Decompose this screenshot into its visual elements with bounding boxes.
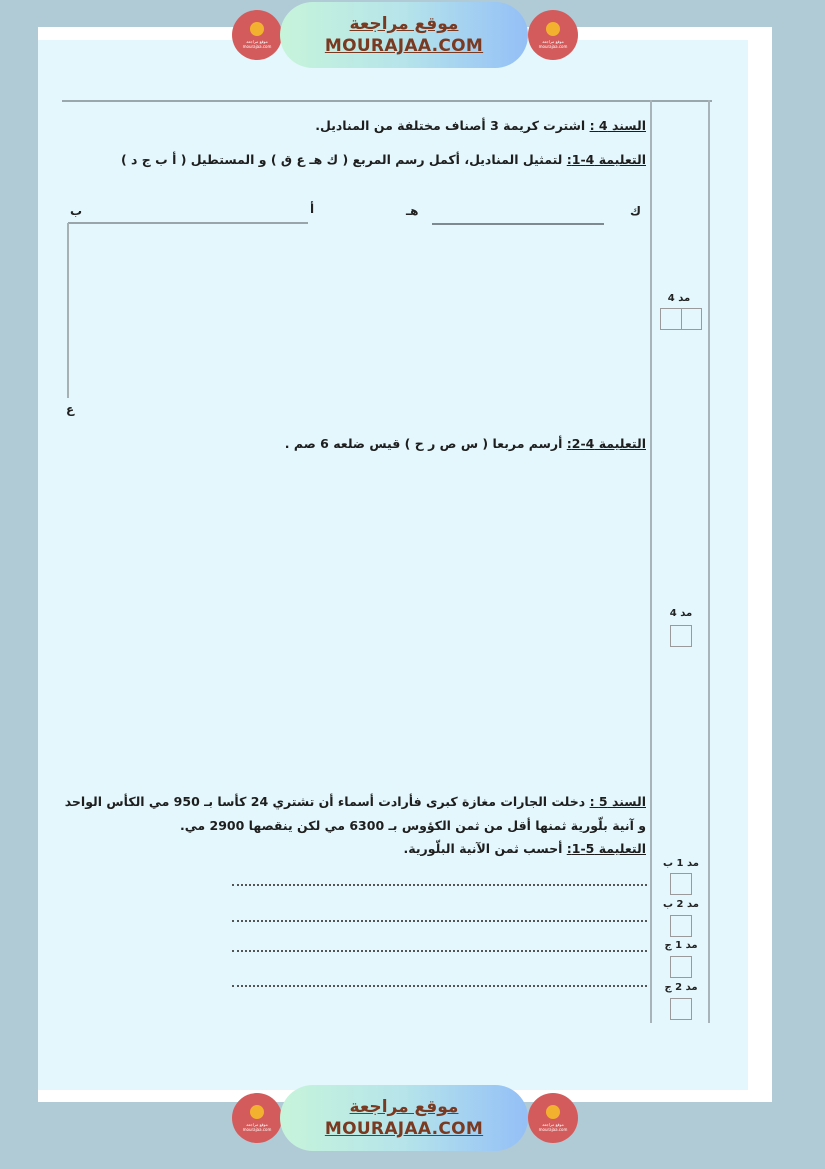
- answer-line-1[interactable]: [232, 884, 647, 886]
- logo-badge-icon: [546, 1105, 560, 1119]
- site-name[interactable]: MOURAJAA.COM: [324, 1119, 484, 1139]
- logo-caption: موقع مراجعة mourajaa.com: [538, 1121, 568, 1132]
- exercise5-label: السند 5 :: [589, 794, 646, 809]
- site-arabic-title[interactable]: موقع مراجعة: [349, 1097, 459, 1117]
- site-logo-right[interactable]: [528, 10, 578, 60]
- site-banner-top: [0, 0, 825, 70]
- score-box-4-1[interactable]: [660, 308, 702, 330]
- answer-line-3[interactable]: [232, 950, 647, 952]
- points-label-5-d: مد 2 ج: [664, 982, 698, 993]
- top-rule: [62, 100, 712, 102]
- site-logo-left[interactable]: [232, 10, 282, 60]
- exercise4-task2: [285, 436, 646, 451]
- exercise4-prompt: [315, 118, 646, 133]
- exercise5-prompt-line1: [65, 794, 646, 809]
- exercise5-text-line2: و آنية بلّورية ثمنها أقل من ثمن الكؤوس بـ 6300 مي لكن ينقصها 2900 مي.: [180, 818, 646, 833]
- site-logo-left[interactable]: [232, 1093, 282, 1143]
- exercise5-task1: [404, 841, 646, 856]
- exam-sheet: [62, 98, 712, 1023]
- site-logo-right[interactable]: [528, 1093, 578, 1143]
- rectangle-top-side: [68, 222, 308, 224]
- grading-column-edge: [708, 100, 710, 1023]
- points-label-5-b: مد 2 ب: [663, 899, 699, 910]
- score-box-5-a[interactable]: [670, 873, 692, 895]
- score-box-5-d[interactable]: [670, 998, 692, 1020]
- score-box-5-b[interactable]: [670, 915, 692, 937]
- vertex-b: ب: [70, 204, 83, 218]
- site-banner-bottom: [0, 1083, 825, 1153]
- exercise4-label: السند 4 :: [589, 118, 646, 133]
- vertex-h: هـ: [406, 204, 419, 218]
- task1-text: لتمثيل المناديل، أكمل رسم المربع ( ك هـ ع ق ) و المستطيل ( أ ب ج د ): [120, 152, 563, 167]
- site-link-pill[interactable]: [280, 2, 528, 68]
- exercise4-text: اشترت كريمة 3 أصناف مختلفة من المناديل.: [315, 118, 586, 133]
- score-box-5-c[interactable]: [670, 956, 692, 978]
- logo-badge-icon: [250, 1105, 264, 1119]
- logo-badge-icon: [250, 22, 264, 36]
- exercise5-text-line1: دخلت الجارات مغازة كبرى فأرادت أسماء أن تشتري 24 كأسا بـ 950 مي الكأس الواحد: [64, 794, 586, 809]
- logo-caption: موقع مراجعة mourajaa.com: [242, 38, 272, 49]
- points-label-5-a: مد 1 ب: [663, 858, 699, 869]
- points-label-4-1: مد 4: [667, 293, 691, 304]
- grading-column-divider: [650, 100, 652, 1023]
- vertex-k: ك: [630, 204, 641, 218]
- exercise5-task1-text: أحسب ثمن الآنية البلّورية.: [403, 841, 563, 856]
- logo-badge-icon: [546, 22, 560, 36]
- exercise5-prompt-line2: [180, 818, 646, 833]
- exercise4-task1: [121, 152, 646, 167]
- rectangle-left-side: [67, 223, 69, 398]
- task2-label: التعليمة 4-2:: [566, 436, 646, 451]
- points-label-5-c: مد 1 ج: [664, 940, 698, 951]
- vertex-a: أ: [310, 202, 315, 216]
- points-label-4-2: مد 4: [669, 608, 693, 619]
- task2-text: أرسم مربعا ( س ص ر ح ) قيس ضلعه 6 صم .: [284, 436, 563, 451]
- exercise5-task1-label: التعليمة 5-1:: [566, 841, 646, 856]
- square-top-side: [432, 223, 604, 225]
- logo-caption: موقع مراجعة mourajaa.com: [242, 1121, 272, 1132]
- answer-line-2[interactable]: [232, 920, 647, 922]
- site-arabic-title[interactable]: موقع مراجعة: [349, 14, 459, 34]
- vertex-ein: ع: [66, 402, 75, 416]
- score-box-4-2[interactable]: [670, 625, 692, 647]
- site-name[interactable]: MOURAJAA.COM: [324, 36, 484, 56]
- logo-caption: موقع مراجعة mourajaa.com: [538, 38, 568, 49]
- site-link-pill[interactable]: [280, 1085, 528, 1151]
- answer-line-4[interactable]: [232, 985, 647, 987]
- task1-label: التعليمة 4-1:: [566, 152, 646, 167]
